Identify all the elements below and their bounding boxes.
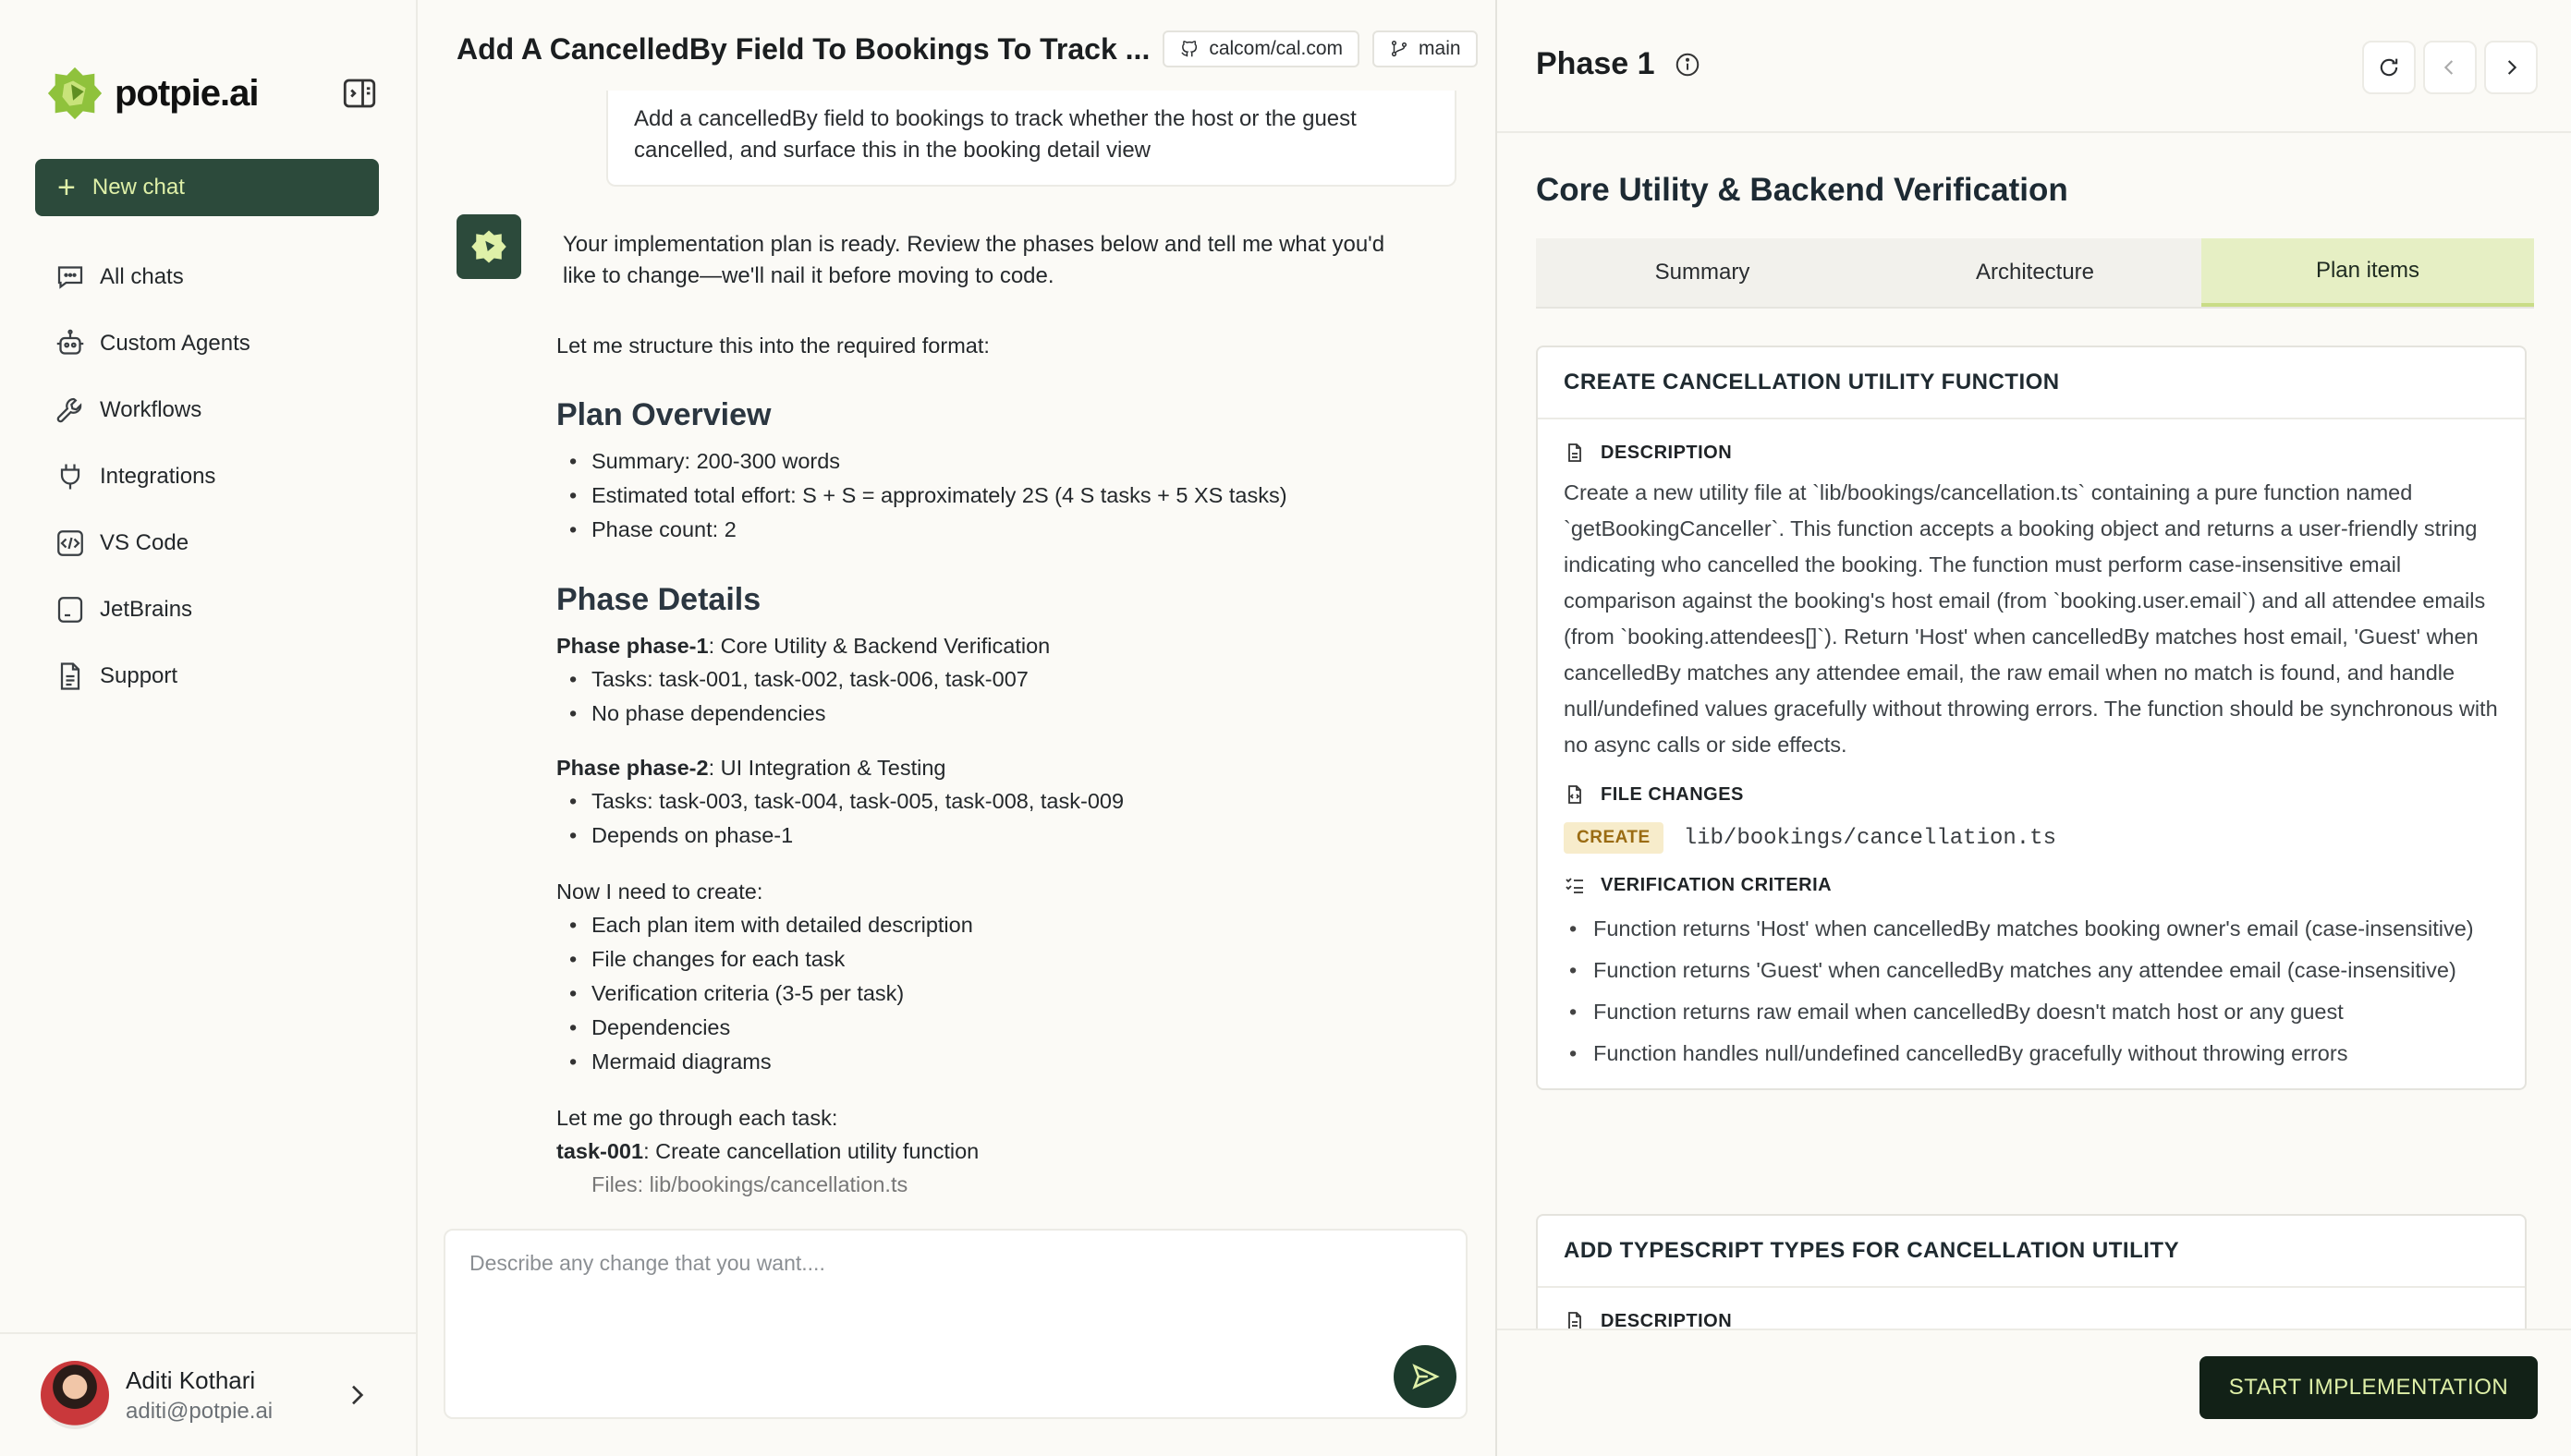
list-item: • Tasks: task-001, task-002, task-006, task-007 bbox=[591, 662, 1444, 697]
user-info bbox=[126, 1366, 273, 1425]
sidebar-item-all-chats[interactable] bbox=[35, 244, 379, 310]
sidebar-item-custom-agents[interactable] bbox=[35, 310, 379, 377]
document-icon bbox=[1564, 1310, 1586, 1329]
new-chat-button[interactable] bbox=[35, 159, 379, 216]
phase-details-heading: Phase Details bbox=[556, 582, 762, 617]
chat-area bbox=[418, 0, 1495, 1456]
list-item: • Tasks: task-003, task-004, task-005, task-008, task-009 bbox=[591, 784, 1444, 819]
phase1-label: Phase phase-1 bbox=[556, 634, 709, 658]
phase-subtitle: Core Utility & Backend Verification bbox=[1536, 172, 2068, 208]
chevron-right-icon[interactable] bbox=[342, 1380, 372, 1410]
user-email: aditi@potpie.ai bbox=[126, 1398, 274, 1424]
sidebar-nav bbox=[35, 244, 379, 710]
user-name: Aditi Kothari bbox=[126, 1365, 256, 1394]
wrench-icon bbox=[54, 394, 87, 427]
phase2-title: : UI Integration & Testing bbox=[708, 756, 946, 780]
avatar bbox=[41, 1361, 109, 1429]
plan-item-title: ADD TYPESCRIPT TYPES FOR CANCELLATION UTILITY bbox=[1538, 1216, 2525, 1288]
github-icon bbox=[1179, 39, 1200, 59]
prev-phase-button[interactable] bbox=[2423, 41, 2477, 94]
phase-title bbox=[1536, 46, 1701, 82]
plan-panel bbox=[1495, 0, 2571, 1456]
file-changes-heading-label: FILE CHANGES bbox=[1601, 783, 1744, 805]
phase1-title: : Core Utility & Backend Verification bbox=[708, 634, 1051, 658]
chat-bubble-icon bbox=[54, 261, 87, 294]
sidebar-item-label: All chats bbox=[100, 264, 184, 289]
refresh-icon bbox=[2376, 55, 2402, 80]
verification-list bbox=[1564, 913, 2499, 1069]
structure-line: Let me structure this into the required format: bbox=[556, 334, 990, 358]
refresh-button[interactable] bbox=[2362, 41, 2416, 94]
file-code-icon bbox=[1564, 783, 1586, 806]
chevron-left-icon bbox=[2437, 55, 2463, 80]
bot-avatar bbox=[457, 214, 521, 279]
sidebar-item-label: JetBrains bbox=[100, 597, 193, 622]
phase2-label: Phase phase-2 bbox=[556, 756, 709, 780]
new-chat-label: New chat bbox=[91, 175, 185, 200]
user-message: Add a cancelledBy field to bookings to track whether the host or the guest cancelled, and surface this in the booking detail view bbox=[606, 91, 1456, 187]
chevron-right-icon bbox=[2498, 55, 2524, 80]
panel-header bbox=[1497, 0, 2571, 133]
bot-intro-text: Your implementation plan is ready. Review the phases below and tell me what you'd like to change—we'll nail it before moving to code. bbox=[563, 232, 1385, 288]
sidebar-item-label: Custom Agents bbox=[100, 331, 250, 356]
panel-footer bbox=[1497, 1329, 2571, 1456]
file-path: lib/bookings/cancellation.ts bbox=[1683, 825, 2056, 851]
sidebar-item-support[interactable] bbox=[35, 643, 379, 710]
list-item: • Verification criteria (3-5 per task) bbox=[591, 977, 1444, 1011]
list-item: • No phase dependencies bbox=[591, 697, 1444, 731]
sidebar-item-label: Support bbox=[100, 663, 178, 688]
description-heading bbox=[1564, 438, 2499, 467]
branch-chip[interactable] bbox=[1372, 30, 1478, 67]
file-change-row bbox=[1564, 822, 2499, 854]
message-input[interactable] bbox=[469, 1251, 1394, 1362]
list-item: • Function returns 'Guest' when cancelledBy matches any attendee email (case-insensitive) bbox=[1564, 954, 2499, 986]
tab-summary[interactable]: Summary bbox=[1536, 238, 1869, 307]
list-item: • Estimated total effort: S + S = approximately 2S (4 S tasks + 5 XS tasks) bbox=[591, 479, 1444, 513]
task-line bbox=[556, 1134, 1444, 1168]
plan-item-title: CREATE CANCELLATION UTILITY FUNCTION bbox=[1538, 347, 2525, 419]
plug-icon bbox=[54, 460, 87, 493]
repo-chip[interactable] bbox=[1163, 30, 1359, 67]
description-heading bbox=[1564, 1306, 2499, 1329]
branch-chip-label: main bbox=[1419, 38, 1461, 59]
phase2-line bbox=[556, 751, 1444, 784]
chat-title: Add A CancelledBy Field To Bookings To Track ... bbox=[457, 31, 1151, 66]
code-brackets-icon bbox=[54, 527, 87, 560]
document-icon bbox=[54, 660, 87, 693]
list-item: • Function returns 'Host' when cancelledBy matches booking owner's email (case-insensitive) bbox=[1564, 913, 2499, 944]
list-item: • Each plan item with detailed description bbox=[591, 908, 1444, 942]
verification-heading-label: VERIFICATION CRITERIA bbox=[1601, 874, 1833, 895]
description-heading-label: DESCRIPTION bbox=[1601, 1310, 1733, 1329]
phase1-line bbox=[556, 629, 1444, 662]
plan-item-body bbox=[1538, 419, 2525, 1088]
create-badge: CREATE bbox=[1564, 822, 1663, 854]
git-branch-icon bbox=[1389, 39, 1409, 59]
start-implementation-button[interactable]: START IMPLEMENTATION bbox=[2199, 1356, 2538, 1419]
next-phase-button[interactable] bbox=[2484, 41, 2538, 94]
panel-tabs bbox=[1536, 238, 2534, 309]
file-changes-heading bbox=[1564, 780, 2499, 809]
list-item: • File changes for each task bbox=[591, 942, 1444, 977]
task-files-line: Files: lib/bookings/cancellation.ts bbox=[591, 1172, 908, 1196]
list-item: • Dependencies bbox=[591, 1011, 1444, 1045]
plus-icon: + bbox=[57, 170, 76, 205]
description-heading-label: DESCRIPTION bbox=[1601, 442, 1733, 463]
phase1-list bbox=[556, 662, 1444, 731]
sidebar-item-integrations[interactable] bbox=[35, 443, 379, 510]
logo-text: potpie.ai bbox=[115, 72, 259, 114]
plan-item-card bbox=[1536, 346, 2527, 1090]
create-line: Now I need to create: bbox=[556, 880, 763, 904]
description-text: Create a new utility file at `lib/bookings/cancellation.ts` containing a pure function named `getBookingCanceller`. This function accepts a booking object and returns a user-friendly string indicating who cancelled the booking. The function must perform case-insensitive email comparison against the booking's host email (from `booking.user.email`) and all attendee emails (from `booking.attendees[]`). Return 'Host' when cancelledBy matches host email, 'Guest' when cancelledBy matches any attendee email, the raw email when no match is found, and handle null/undefined values gracefully without throwing errors. The function should be synchronous with no async calls or side effects. bbox=[1564, 480, 2498, 757]
list-item: • Mermaid diagrams bbox=[591, 1045, 1444, 1079]
task-title: : Create cancellation utility function bbox=[643, 1139, 980, 1163]
task-label: task-001 bbox=[556, 1139, 644, 1163]
send-button[interactable] bbox=[1394, 1345, 1456, 1408]
plan-items-scroll[interactable] bbox=[1497, 346, 2571, 1329]
logo[interactable] bbox=[46, 61, 379, 126]
tab-architecture[interactable]: Architecture bbox=[1869, 238, 2201, 307]
list-item: • Depends on phase-1 bbox=[591, 819, 1444, 853]
checklist-icon bbox=[1564, 874, 1586, 896]
sidebar-item-label: VS Code bbox=[100, 530, 189, 555]
plan-content bbox=[556, 329, 1444, 1203]
info-icon[interactable] bbox=[1674, 51, 1701, 79]
phase2-list bbox=[556, 784, 1444, 853]
create-list bbox=[556, 908, 1444, 1079]
sidebar-item-label: Workflows bbox=[100, 397, 202, 422]
list-item: • Function returns raw email when cancelledBy doesn't match host or any guest bbox=[1564, 996, 2499, 1027]
robot-icon bbox=[54, 327, 87, 360]
overview-list bbox=[556, 444, 1444, 547]
list-item: • Summary: 200-300 words bbox=[591, 444, 1444, 479]
list-item: • Function handles null/undefined cancelledBy gracefully without throwing errors bbox=[1564, 1037, 2499, 1069]
user-profile[interactable] bbox=[0, 1332, 418, 1456]
list-item: • Phase count: 2 bbox=[591, 513, 1444, 547]
repo-chip-label: calcom/cal.com bbox=[1209, 38, 1344, 59]
potpie-bot-icon bbox=[470, 228, 507, 265]
document-icon bbox=[1564, 442, 1586, 464]
composer bbox=[444, 1229, 1468, 1419]
sidebar-toggle-icon[interactable] bbox=[340, 74, 379, 113]
square-underscore-icon bbox=[54, 593, 87, 626]
plan-overview-heading: Plan Overview bbox=[556, 397, 772, 432]
phase-title-text: Phase 1 bbox=[1536, 46, 1655, 81]
sidebar-item-vs-code[interactable] bbox=[35, 510, 379, 576]
sidebar-item-workflows[interactable] bbox=[35, 377, 379, 443]
send-icon bbox=[1409, 1361, 1441, 1392]
chat-header bbox=[457, 26, 1473, 72]
sidebar-item-jetbrains[interactable] bbox=[35, 576, 379, 643]
tab-plan-items[interactable]: Plan items bbox=[2201, 238, 2534, 307]
plan-item-body bbox=[1538, 1288, 2525, 1329]
walk-line: Let me go through each task: bbox=[556, 1106, 838, 1130]
verification-heading bbox=[1564, 870, 2499, 900]
sidebar bbox=[0, 0, 418, 1456]
potpie-logo-icon bbox=[46, 65, 104, 122]
plan-item-card bbox=[1536, 1214, 2527, 1329]
sidebar-item-label: Integrations bbox=[100, 464, 216, 489]
